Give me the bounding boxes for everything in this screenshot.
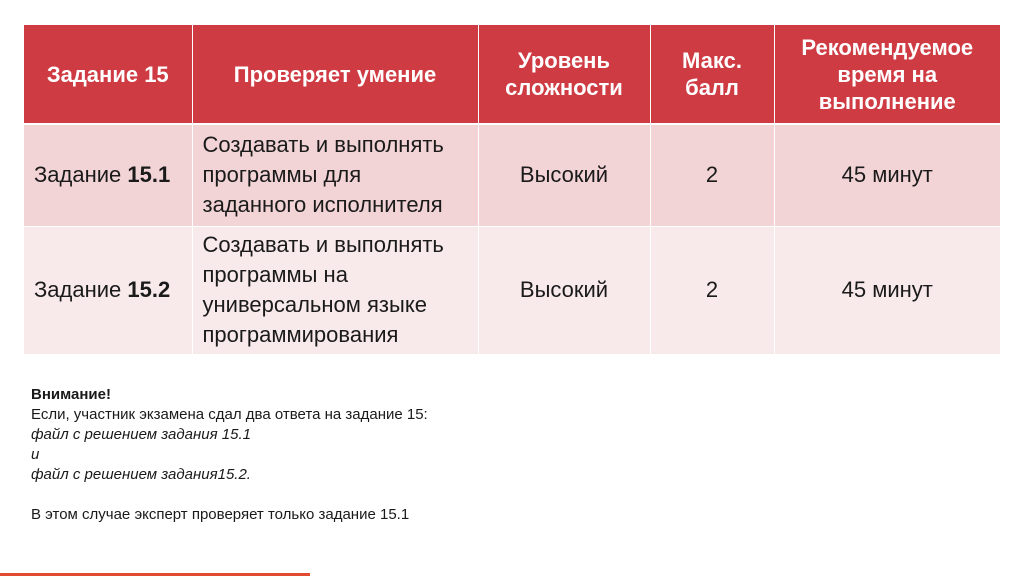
note-line: и — [31, 446, 40, 463]
header-task: Задание 15 — [24, 25, 192, 124]
cell-skill: Создавать и выполнять программы на универсальном языке программирования — [192, 226, 478, 354]
cell-max-score: 2 — [650, 226, 774, 354]
task-number: 15.2 — [127, 277, 171, 303]
note-line: файл с решением задания15.2. — [31, 466, 251, 483]
cell-level: Высокий — [478, 124, 650, 226]
task-number: 15.1 — [127, 162, 171, 188]
header-time: Рекомендуемое время на выполнение — [774, 25, 1000, 124]
cell-task — [24, 124, 192, 226]
cell-time: 45 минут — [774, 124, 1000, 226]
cell-level: Высокий — [478, 226, 650, 354]
table-row — [24, 226, 1000, 354]
note-line: Если, участник экзамена сдал два ответа на задание 15: — [31, 406, 428, 423]
cell-max-score: 2 — [650, 124, 774, 226]
attention-note — [31, 385, 731, 525]
task-table-container — [24, 25, 1000, 354]
note-title: Внимание! — [31, 386, 111, 403]
header-max-score: Макс. балл — [650, 25, 774, 124]
note-line: файл с решением задания 15.1 — [31, 426, 251, 443]
cell-time: 45 минут — [841, 277, 933, 303]
header-level: Уровень сложности — [478, 25, 650, 124]
header-skill: Проверяет умение — [192, 25, 478, 124]
cell-task — [24, 226, 192, 354]
table-header-row — [24, 25, 1000, 124]
task-prefix: Задание — [34, 162, 128, 188]
cell-skill: Создавать и выполнять программы для заданного исполнителя — [192, 124, 478, 226]
task-prefix: Задание — [34, 277, 128, 303]
task-table — [24, 25, 1000, 354]
table-row — [24, 124, 1000, 226]
note-spacer — [31, 485, 731, 505]
note-line: В этом случае эксперт проверяет только задание 15.1 — [31, 506, 410, 523]
